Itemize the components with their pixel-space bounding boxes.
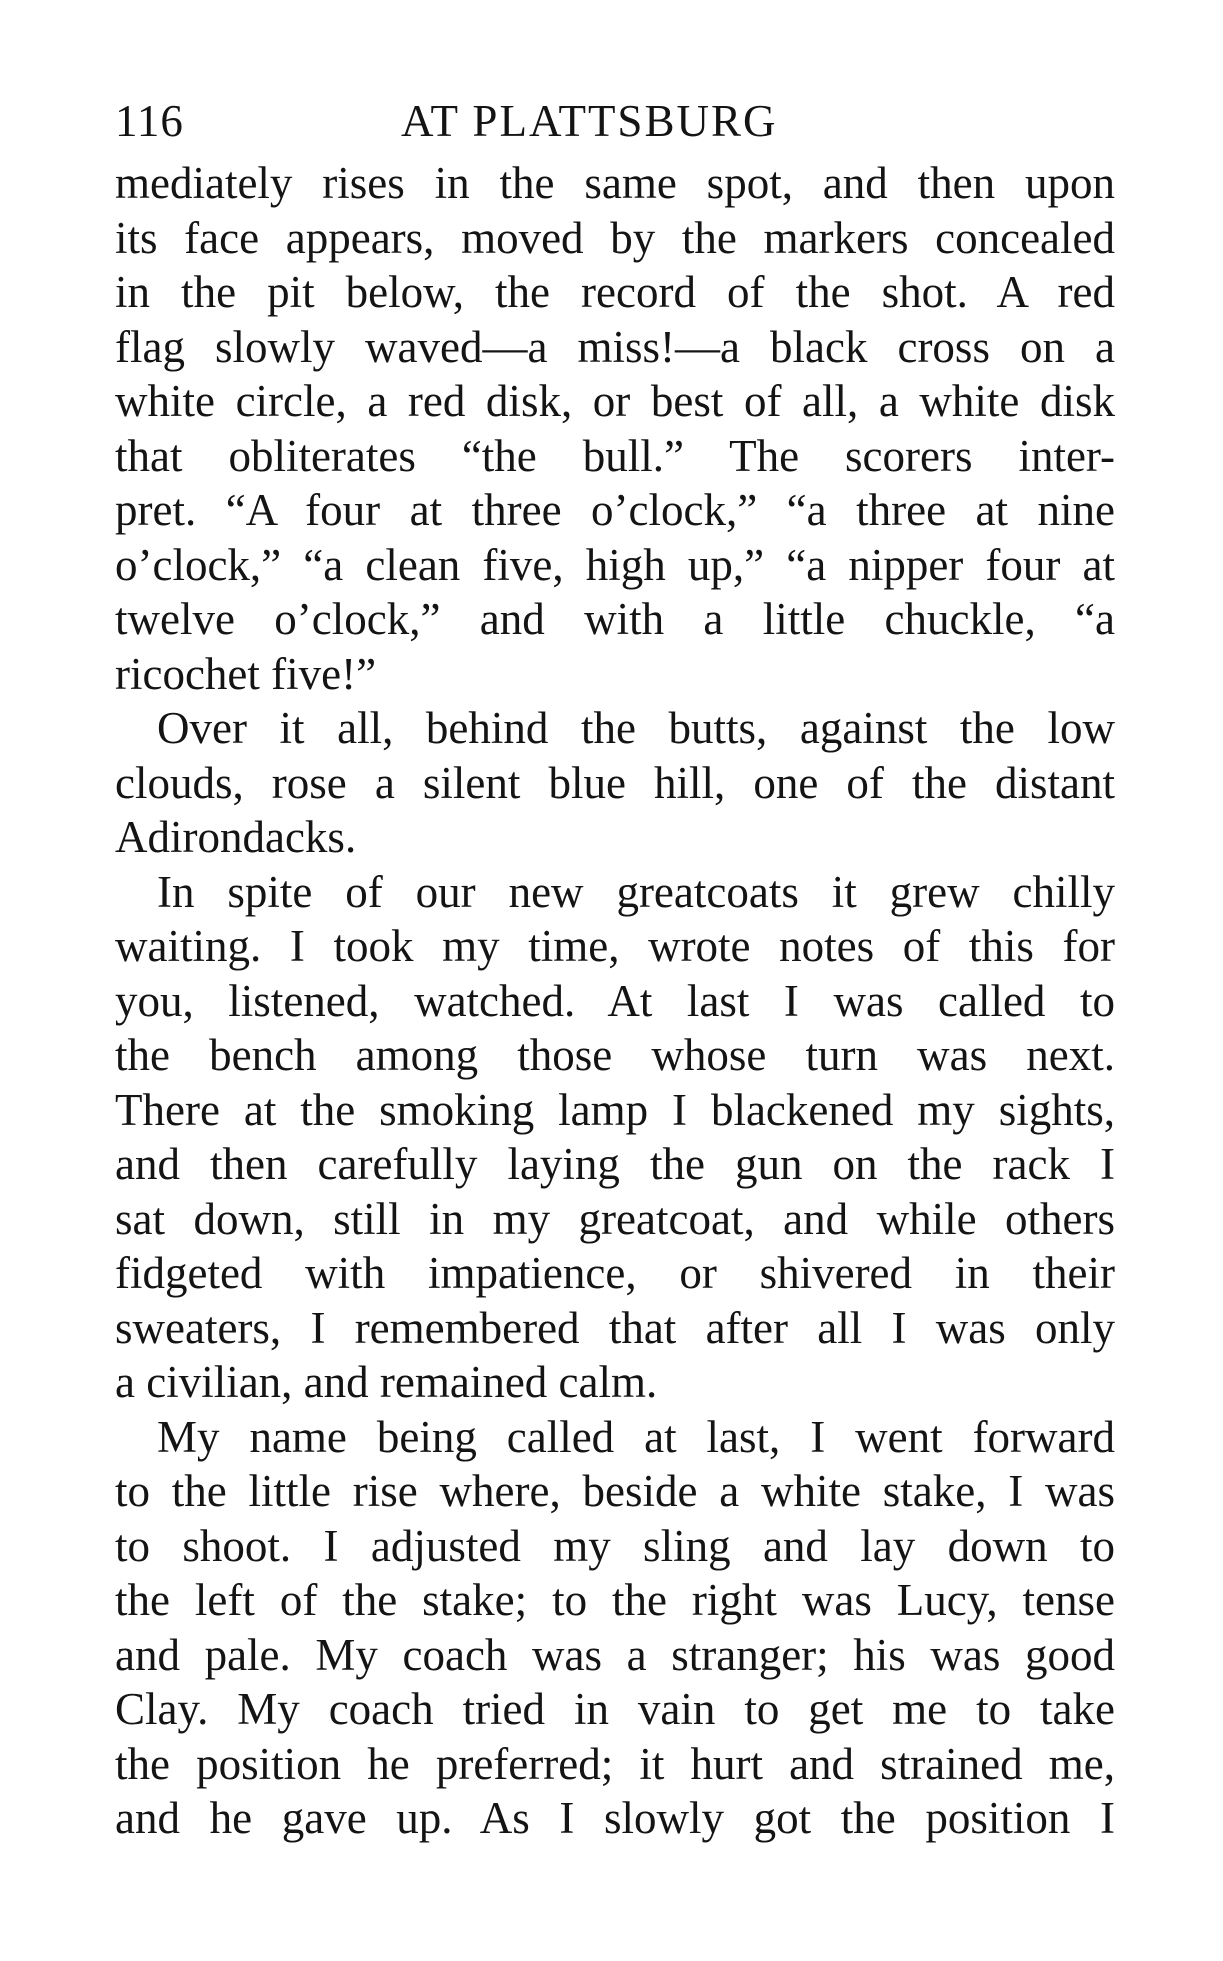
text-line: o’clock,” “a clean five, high up,” “a nipper four at (115, 539, 1115, 590)
body-text (115, 156, 1115, 1846)
text-line: sweaters, I remembered that after all I was only (115, 1302, 1115, 1353)
text-line: to shoot. I adjusted my sling and lay down to (115, 1520, 1115, 1571)
text-line: the bench among those whose turn was next. (115, 1030, 1115, 1080)
text-line: In spite of our new greatcoats it grew chilly (157, 866, 1115, 917)
text-line: flag slowly waved—a miss!—a black cross on a (115, 321, 1115, 372)
text-line: My name being called at last, I went forward (157, 1411, 1115, 1462)
text-line: the left of the stake; to the right was Lucy, tense (115, 1575, 1115, 1625)
text-line: twelve o’clock,” and with a little chuckle, “a (115, 594, 1115, 644)
text-line: you, listened, watched. At last I was called to (115, 975, 1115, 1026)
text-line: its face appears, moved by the markers concealed (115, 212, 1115, 263)
text-line: pret. “A four at three o’clock,” “a three at nine (115, 485, 1115, 535)
text-line: clouds, rose a silent blue hill, one of the distant (115, 757, 1115, 808)
text-line: Over it all, behind the butts, against the low (157, 703, 1115, 753)
text-line: Adirondacks. (115, 812, 357, 862)
text-line: to the little rise where, beside a white stake, I was (115, 1466, 1115, 1516)
text-line: There at the smoking lamp I blackened my sights, (115, 1084, 1115, 1135)
text-line: ricochet five!” (115, 648, 377, 699)
text-line: the position he preferred; it hurt and strained me, (115, 1738, 1115, 1789)
text-line: sat down, still in my greatcoat, and while others (115, 1193, 1115, 1244)
text-line: and pale. My coach was a stranger; his was good (115, 1629, 1115, 1680)
text-line: fidgeted with impatience, or shivered in their (115, 1248, 1115, 1298)
text-line: Clay. My coach tried in vain to get me to take (115, 1684, 1115, 1734)
book-page (115, 92, 1115, 1872)
text-line: in the pit below, the record of the shot. A red (115, 267, 1115, 317)
text-line: and he gave up. As I slowly got the position I (115, 1793, 1115, 1843)
text-line: waiting. I took my time, wrote notes of this for (115, 921, 1115, 971)
page-number: 116 (115, 96, 184, 146)
text-line: white circle, a red disk, or best of all, a white disk (115, 376, 1115, 426)
running-title: AT PLATTSBURG (401, 96, 778, 146)
text-line: a civilian, and remained calm. (115, 1357, 658, 1407)
text-line: and then carefully laying the gun on the rack I (115, 1139, 1115, 1189)
running-head (115, 92, 1115, 150)
text-line: that obliterates “the bull.” The scorers inter- (115, 430, 1115, 481)
text-line: mediately rises in the same spot, and then upon (115, 158, 1115, 208)
